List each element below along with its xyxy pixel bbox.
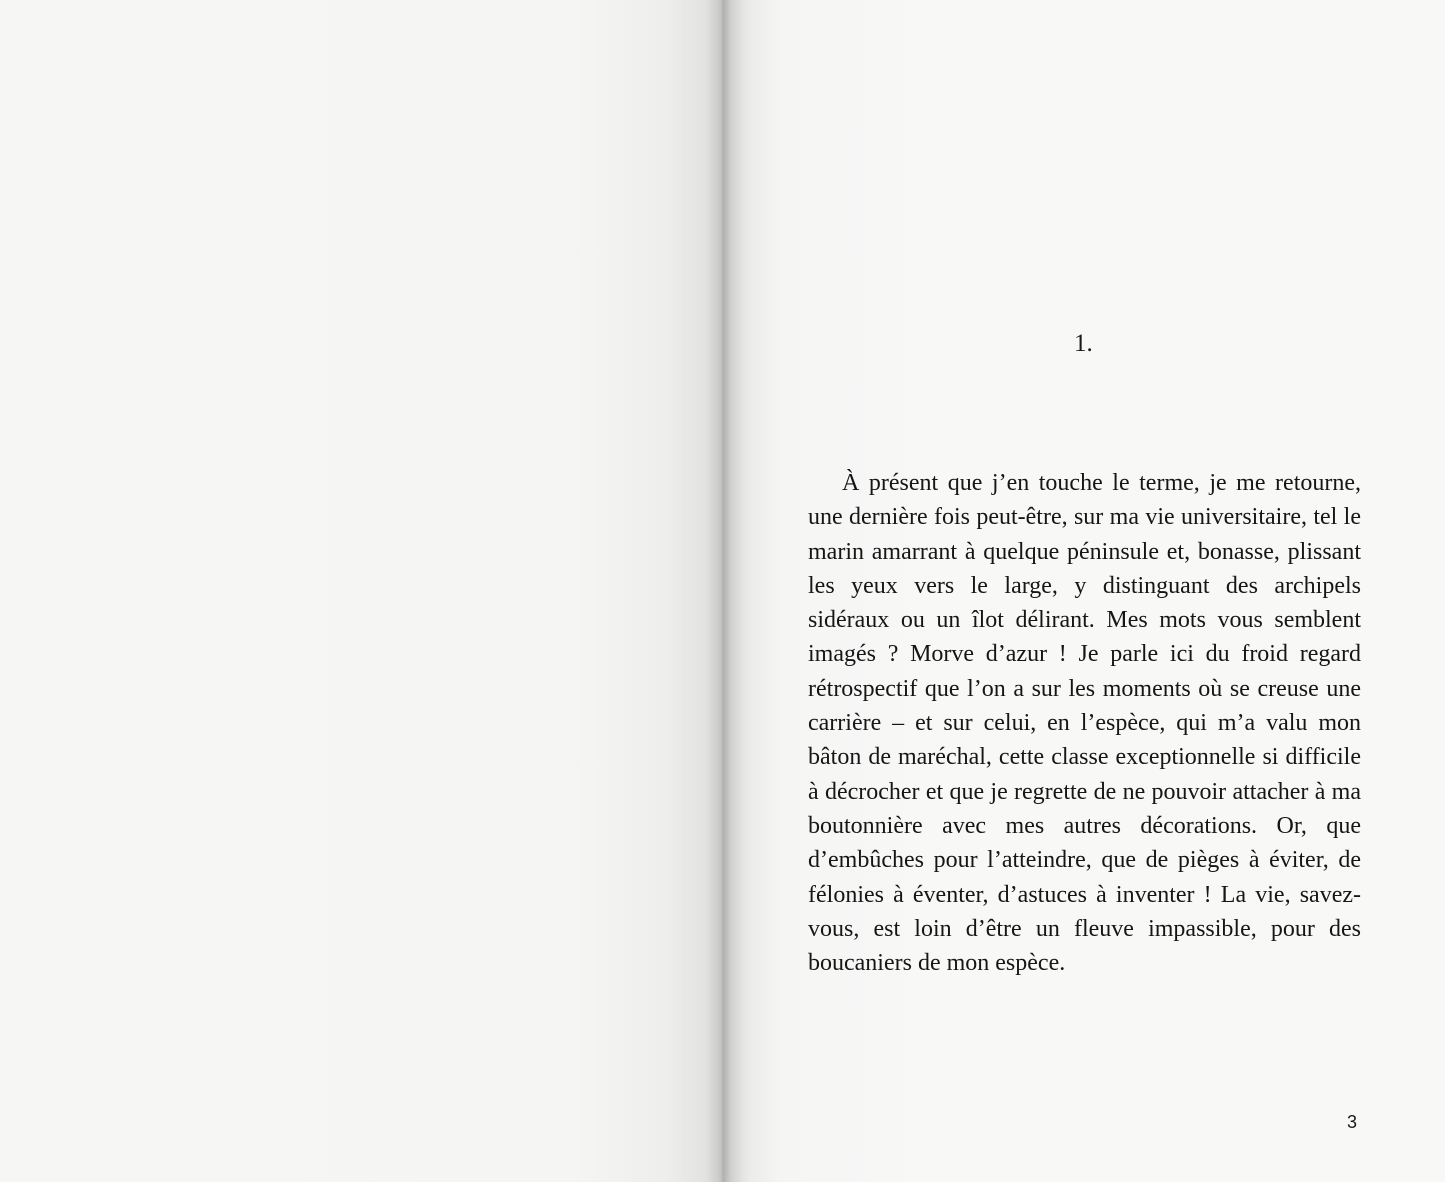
chapter-number: 1.	[1074, 330, 1093, 357]
page-number: 3	[1347, 1112, 1358, 1132]
right-page	[722, 0, 1445, 1182]
left-page	[0, 0, 722, 1182]
body-paragraph: À présent que j’en touche le terme, je me retourne, une dernière fois peut-être, sur ma vie universitaire, tel le marin amarrant à quelque péninsule et, bonasse, plissant les yeux vers le large, y distinguant des archipels sidéraux ou un îlot délirant. Mes mots vous semblent imagés ? Morve d’azur ! Je parle ici du froid regard rétrospectif que l’on a sur les moments où se creuse une carrière – et sur celui, en l’espèce, qui m’a valu mon bâton de maréchal, cette classe exceptionnelle si difficile à décrocher et que je regrette de ne pouvoir attacher à ma boutonnière avec mes autres décorations. Or, que d’embûches pour l’atteindre, que de pièges à éviter, de félonies à éventer, d’astuces à inventer ! La vie, savez-vous, est loin d’être un fleuve impassible, pour des boucaniers de mon espèce.	[808, 470, 1361, 977]
